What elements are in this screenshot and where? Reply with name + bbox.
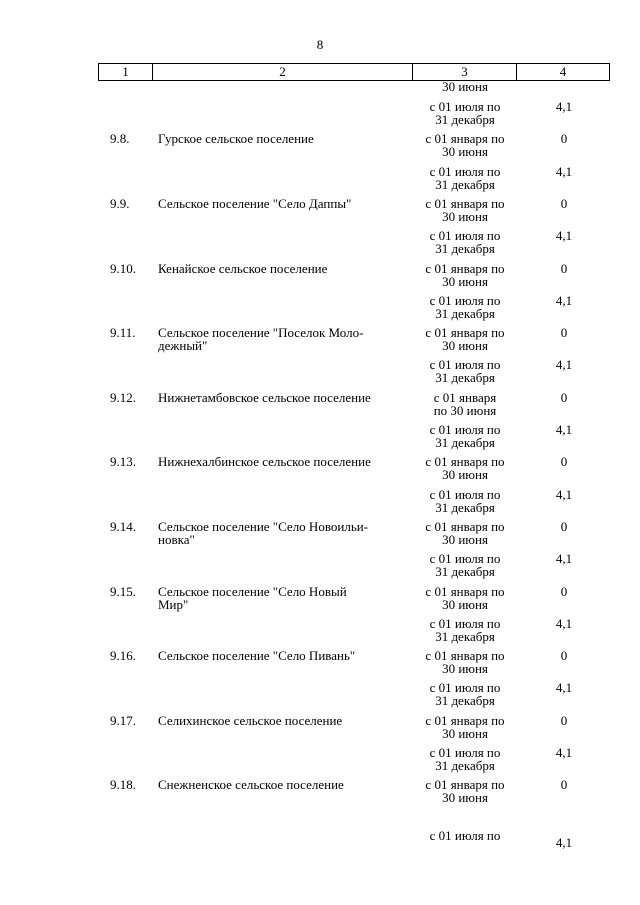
rate-value: 0 [560, 777, 568, 793]
rate-value: 4,1 [555, 486, 573, 502]
row-number: 9.15. [110, 583, 136, 599]
period-line: 31 декабря [435, 305, 495, 321]
period-line: с 01 июля по [429, 486, 501, 502]
period-line: с 01 июля по [429, 357, 501, 373]
carry-over-period: 30 июня [442, 79, 488, 94]
row-number: 9.12. [110, 389, 136, 405]
settlement-name: Кенайское сельское поселение [158, 260, 328, 276]
period-line: 31 декабря [435, 499, 495, 515]
settlement-name-continued: дежный" [158, 338, 208, 354]
settlement-name: Сельское поселение "Село Пивань" [158, 648, 356, 664]
rate-value: 0 [560, 131, 568, 147]
settlement-name: Сельское поселение "Село Даппы" [158, 195, 352, 211]
period-line: 30 июня [442, 531, 488, 547]
period-line: с 01 июля по [429, 615, 501, 631]
row-number: 9.14. [110, 518, 136, 534]
header-col-4: 4 [559, 64, 567, 79]
period-line: с 01 января по [425, 260, 505, 276]
rate-value: 0 [560, 454, 568, 470]
page-number: 8 [316, 37, 324, 52]
period-line: с 01 июля по [429, 680, 501, 696]
period-line: с 01 января по [425, 712, 505, 728]
row-number: 9.13. [110, 454, 136, 470]
period-line: с 01 июля по [429, 163, 501, 179]
settlement-name-continued: новка" [158, 531, 195, 547]
period-line: 31 декабря [435, 176, 495, 192]
rate-value: 0 [560, 583, 568, 599]
period-line: 30 июня [442, 144, 488, 160]
header-col-2: 2 [279, 64, 286, 79]
rate-value: 0 [560, 648, 568, 664]
period-line: по 30 июня [433, 402, 497, 418]
rate-value: 4,1 [555, 163, 573, 179]
period-line: 30 июня [442, 661, 488, 677]
settlement-name: Снежненское сельское поселение [158, 777, 344, 793]
period-line: 31 декабря [435, 241, 495, 257]
settlement-name: Гурское сельское поселение [158, 131, 314, 147]
rate-value: 4,1 [555, 745, 573, 760]
period-line: 30 июня [442, 208, 488, 224]
period-line: 31 декабря [435, 758, 495, 773]
period-line: 30 июня [442, 467, 488, 483]
period-line: с 01 января по [425, 195, 505, 211]
row-number: 9.11. [110, 325, 136, 341]
period-line: с 01 июля по [429, 828, 501, 843]
period-line: с 01 июля по [429, 228, 501, 244]
period-line: 30 июня [442, 338, 488, 354]
period-line: 30 июня [442, 790, 488, 806]
rate-value: 4,1 [555, 99, 573, 114]
settlement-name: Сельское поселение "Село Новоильи- [158, 518, 369, 534]
header-col-3: 3 [461, 64, 468, 79]
period-line: с 01 июля по [429, 99, 501, 114]
period-line: с 01 января [433, 389, 497, 405]
row-number: 9.8. [110, 131, 130, 147]
period-line: с 01 июля по [429, 292, 501, 308]
period-line: с 01 января по [425, 518, 505, 534]
rate-value: 4,1 [555, 422, 573, 437]
rate-value: 4,1 [555, 292, 573, 308]
rate-value: 4,1 [555, 357, 573, 373]
settlement-name-continued: Мир" [158, 596, 189, 612]
rate-value: 0 [560, 260, 568, 276]
row-number: 9.10. [110, 260, 136, 276]
period-line: с 01 июля по [429, 551, 501, 567]
rate-value: 0 [560, 195, 568, 211]
period-line: 31 декабря [435, 693, 495, 709]
period-line: 30 июня [442, 273, 488, 289]
rate-value: 0 [560, 389, 568, 405]
row-number: 9.18. [110, 777, 136, 793]
period-line: с 01 января по [425, 583, 505, 599]
settlement-name: Селихинское сельское поселение [158, 712, 343, 728]
rate-value: 4,1 [555, 228, 573, 244]
period-line: 31 декабря [435, 435, 495, 450]
rate-value: 0 [560, 712, 568, 728]
row-number: 9.17. [110, 712, 136, 728]
period-line: 31 декабря [435, 628, 495, 644]
period-line: с 01 января по [425, 325, 505, 341]
rate-value: 4,1 [555, 835, 573, 850]
period-line: 31 декабря [435, 112, 495, 127]
rate-value: 0 [560, 325, 568, 341]
settlement-name: Сельское поселение "Поселок Моло- [158, 325, 364, 341]
settlement-name: Нижнетамбовское сельское поселение [158, 389, 371, 405]
settlement-name: Нижнехалбинское сельское поселение [158, 454, 371, 470]
period-line: 30 июня [442, 596, 488, 612]
rate-value: 4,1 [555, 615, 573, 631]
rate-value: 4,1 [555, 680, 573, 696]
row-number: 9.16. [110, 648, 136, 664]
period-line: с 01 января по [425, 131, 505, 147]
period-line: с 01 июля по [429, 422, 501, 437]
period-line: 30 июня [442, 725, 488, 741]
rate-value: 0 [560, 518, 568, 534]
period-line: с 01 января по [425, 648, 505, 664]
row-number: 9.9. [110, 195, 130, 211]
period-line: 31 декабря [435, 564, 495, 580]
period-line: с 01 января по [425, 454, 505, 470]
period-line: 31 декабря [435, 370, 495, 386]
period-line: с 01 июля по [429, 745, 501, 760]
settlement-name: Сельское поселение "Село Новый [158, 583, 347, 599]
header-col-1: 1 [122, 64, 129, 79]
period-line: с 01 января по [425, 777, 505, 793]
rate-value: 4,1 [555, 551, 573, 567]
